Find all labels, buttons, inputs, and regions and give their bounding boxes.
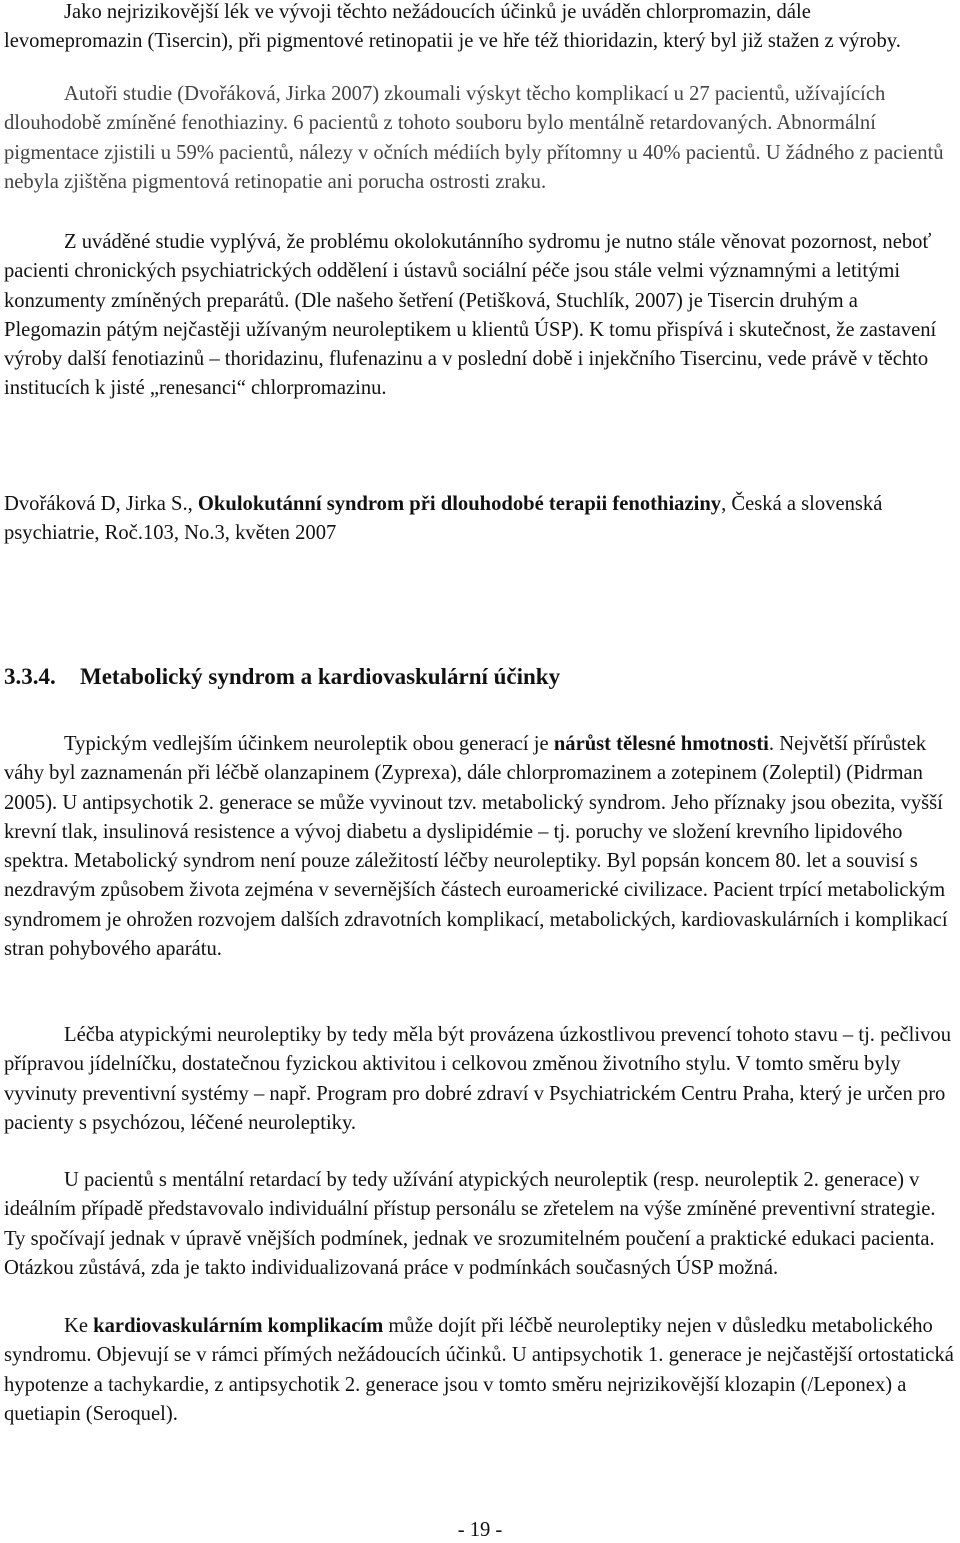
paragraph-mental-retardation: U pacientů s mentální retardací by tedy užívání atypických neuroleptik (resp. neuroleptik 2. generace) v ideálním případě představovalo individuální přístup personálu se zřetelem na výše zmíněné preventivní strategie. Ty spočívají jednak v úpravě vnějších podmínek, jednak ve srozumitelném poučení a praktické edukaci pacienta. Otázkou zůstává, zda je takto individualizovaná práce v podmínkách současných ÚSP možná. [4, 1169, 936, 1279]
reference-source: , Česká a slovenská psychiatrie, Roč.103, No.3, květen 2007 [4, 493, 883, 545]
reference-separator: , [187, 493, 198, 515]
reference-title: Okulokutánní syndrom při dlouhodobé terapii fenothiaziny [197, 493, 722, 515]
paragraph-weight-gain [4, 730, 954, 964]
page-number: - 19 - [457, 1519, 503, 1541]
text-run: . Největší přírůstek váhy byl zaznamenán při léčbě olanzapinem (Zyprexa), dále chlorpromazinem a zotepinem (Zoleptil) (Pidrman 2005). U antipsychotik 2. generace se může vyvinout tzv. metabolický syndrom. Jeho příznaky jsou obezita, vyšší krevní tlak, insulinová resistence a vývoj diabetu a dyslipidémie – tj. poruchy ve složení krevního lipidového spektra. Metabolický syndrom není pouze záležitostí léčby neuroleptiky. Byl popsán koncem 80. let a souvisí s nezdravým způsobem života zejména v severnějších částech euroamerické civilizace. Pacient trpící metabolickým syndromem je ohrožen rozvojem dalších zdravotních komplikací, metabolických, kardiovaskulárních i komplikací stran pohybového aparátu. [4, 733, 948, 961]
text-run: může dojít při léčbě neuroleptiky nejen v důsledku metabolického syndromu. Objevují se v rámci přímých nežádoucích účinků. U antipsychotik 1. generace je nejčastější ortostatická hypotenze a tachykardie, z antipsychotik 2. generace jsou v tomto směru nejrizikovější klozapin (/Leponex) a quetiapin (Seroquel). [4, 1315, 954, 1425]
text-run: Typickým vedlejším účinkem neuroleptik obou generací je [64, 733, 554, 755]
section-number: 3.3.4. [4, 664, 56, 689]
paragraph-study-results: Autoři studie (Dvořáková, Jirka 2007) zkoumali výskyt těcho komplikací u 27 pacientů, užívajících dlouhodobě zmíněné fenothiaziny. 6 pacientů z tohoto souboru bylo mentálně retardovaných. Abnormální pigmentace zjistili u 59% pacientů, nálezy v očních médiích byly přítomny u 40% pacientů. U žádného z pacientů nebyla zjištěna pigmentová retinopatie ani porucha ostrosti zraku. [4, 83, 944, 193]
section-heading [4, 662, 954, 691]
paragraph-prevention: Léčba atypickými neuroleptiky by tedy měla být provázena úzkostlivou prevencí tohoto stavu – tj. pečlivou přípravou jídelníčku, dostatečnou fyzickou aktivitou i celkovou změnou životního stylu. V tomto směru byly vyvinuty preventivní systémy – např. Program pro dobré zdraví v Psychiatrickém Centru Praha, který je určen pro pacienty s psychózou, léčené neuroleptiky. [4, 1024, 951, 1134]
paragraph-cardiovascular [4, 1312, 954, 1429]
text-run: Ke [64, 1315, 94, 1337]
emphasis-cardiovascular: kardiovaskulárním komplikacím [93, 1315, 384, 1337]
emphasis-weight-gain: nárůst tělesné hmotnosti [553, 733, 769, 755]
section-title: Metabolický syndrom a kardiovaskulární účinky [80, 664, 561, 689]
reference-authors: Dvořáková D, Jirka S. [4, 493, 188, 515]
paragraph-chlorpromazin: Jako nejrizikovější lék ve vývoji těchto nežádoucích účinků je uváděn chlorpromazin, dále levomepromazin (Tisercin), při pigmentové retinopatii je ve hře též thioridazin, který byl již stažen z výroby. [4, 1, 901, 53]
paragraph-study-conclusion: Z uváděné studie vyplývá, že problému okolokutánního sydromu je nutno stále věnovat pozornost, neboť pacienti chronických psychiatrických oddělení i ústavů sociální péče jsou stále velmi významnými a letitými konzumenty zmíněných preparátů. (Dle našeho šetření (Petišková, Stuchlík, 2007) je Tisercin druhým a Plegomazin pátým nejčastěji užívaným neuroleptikem u klientů ÚSP). K tomu přispívá i skutečnost, že zastavení výroby další fenotiazinů – thoridazinu, flufenazinu a v poslední době i injekčního Tisercinu, vede právě v těchto institucích k jisté „renesanci“ chlorpromazinu. [4, 231, 937, 400]
reference-citation [4, 490, 959, 549]
